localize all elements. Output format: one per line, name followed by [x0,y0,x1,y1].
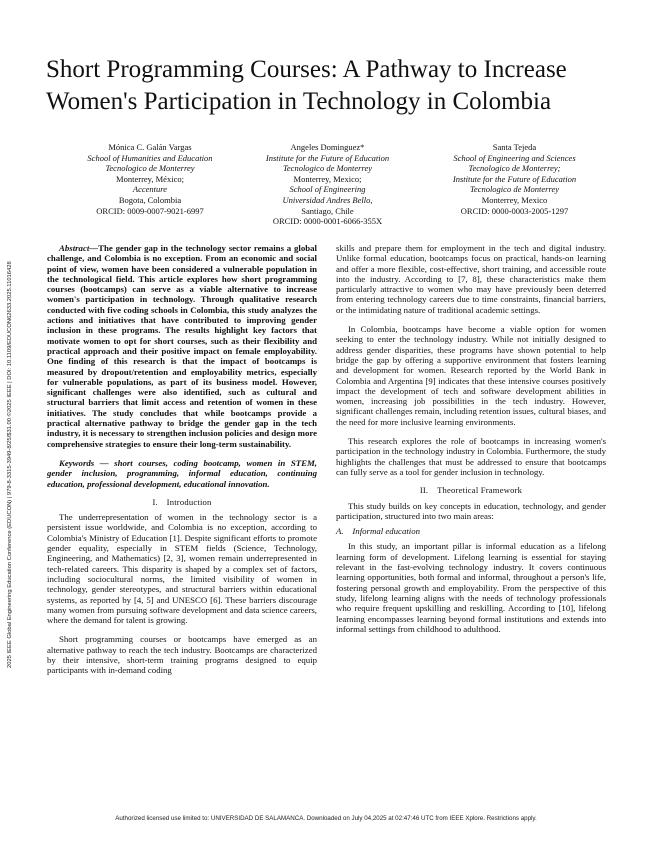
keywords-text: short courses, coding bootcamp, women in STEM, gender inclusion, programming, informal education, continuing education, professional development, educational innovation. [47,457,318,489]
author-affiliation: Accenture [132,184,168,195]
abstract-text: The gender gap in the technology sector remains a global challenge, and Colombia is no exception. From an economic and social point of view, women have been considered a vulnerable population in the technological field. This article explores how short programming courses (bootcamps) can serve as a viable alternative to increase women's participation in technology. Through qualitative research conducted with five coding schools in Colombia, this study analyzes the actions and initiatives that have contributed to improving gender inclusion in these programs. The results highlight key factors that motivate women to opt for short courses, such as their flexibility and practical approach and their positive impact on female employability. One finding of this research is that the impact of bootcamps is measured by dropout/retention and employability metrics, especially for vulnerable populations, as part of its business model. However, significant challenges were also identified, such as cultural and structural barriers that limit access and retention of women in these initiatives. The study concludes that while bootcamps provide a practical alternative pathway to bridge the gender gap in the tech industry, it is necessary to strengthen inclusion policies and design more comprehensive strategies to ensure their long-term sustainability. [47,243,317,449]
right-paragraph-1: skills and prepare them for employment in the tech and digital industry. Unlike formal education, bootcamps focus on practical, hands-on learning and offer a more flexible, cost-effective, short training, and accessible route into the industry. According to [7, 8], these characteristics make them particularly attractive to women who may have previously been deterred from entering technology careers due to time constraints, financial barriers, or the intimidating nature of traditional academic settings. [336,243,606,315]
left-column [47,243,317,676]
author-affiliation: Tecnologico de Monterrey; [468,163,561,174]
author-affiliation: School of Engineering and Sciences [453,152,576,163]
author-block-3 [432,142,597,216]
subsection-heading-informal-education: A. Informal education [336,526,421,537]
right-column [336,243,606,634]
license-footer: Authorized licensed use limited to: UNIVERSIDAD DE SALAMANCA. Downloaded on July 04,2025 at 02:47:46 UTC from IEEE Xplore. Restrictions apply. [115,815,537,822]
abstract [47,243,317,449]
keywords [47,458,317,489]
section-heading-theoretical-framework: II. Theoretical Framework [419,485,523,496]
theory-paragraph-2: In this study, an important pillar is informal education as a lifelong learning form of development. Lifelong learning is essential for staying relevant in the fast-evolving technology industry. It covers continuous learning opportunities, both formal and informal, throughout a person's life, fostering personal growth and employability. From the perspective of this study, lifelong learning aligns with the needs of technology professionals who require frequent upskilling and reskilling. According to [10], lifelong learning encompasses learning beyond formal institutions and extends into informal settings from childhood to adulthood. [336,541,606,634]
paper-title: Short Programming Courses: A Pathway to Increase Women's Participation in Technology in Colombia [46,56,567,115]
author-orcid: ORCID: 0009-0007-9021-6997 [96,205,204,216]
author-affiliation: Tecnologico de Monterrey [469,184,560,195]
side-copyright-notice: 2025 IEEE Global Engineering Education Conference (EDUCON) | 979-8-3315-3949-8/25/$31.00 ©2025 IEEE | DOI: 10.1109/EDUCON62633.2025.11016428 [7,261,13,668]
section-heading-introduction: I. Introduction [152,496,212,507]
author-affiliation: Institute for the Future of Education [452,173,577,184]
author-block-2 [245,142,410,227]
author-affiliation: Institute for the Future of Education [265,152,390,163]
author-affiliation: Tecnologico de Monterrey [105,163,195,174]
theory-paragraph-1: This study builds on key concepts in education, technology, and gender participation, structured into two main areas: [336,500,606,521]
author-location: Santiago, Chile [301,205,354,216]
author-block-1 [70,142,230,216]
author-affiliation: School of Engineering [289,184,366,195]
author-orcid: ORCID: 0000-0001-6066-355X [272,216,383,227]
author-affiliation: Universidad Andres Bello, [282,194,373,205]
right-paragraph-2: In Colombia, bootcamps have become a viable option for women seeking to enter the technology industry. While not initially designed to address gender disparities, these programs have shown potential to help bridge the gap by offering a supportive environment that fosters learning and development for women. Research reported by the World Bank in Colombia and Argentina [9] indicates that these intensive courses positively impact the development of tech and software development abilities in women, increasing job possibilities in the tech industry. However, significant challenges remain, including retention issues, cultural biases, and the need for more inclusive learning environments. [336,324,606,427]
author-location: Monterrey, México; [116,173,184,184]
author-orcid: ORCID: 0000-0003-2005-1297 [460,205,569,216]
keywords-label: Keywords — [59,457,115,468]
author-affiliation: School of Humanities and Education [87,152,213,163]
author-name: Santa Tejeda [492,142,537,152]
intro-paragraph-2: Short programming courses or bootcamps have emerged as an alternative pathway to reach the tech industry. Bootcamps are characterized by their intensive, short-term training programs designed to equip participants with in-demand coding [47,634,317,676]
abstract-label: Abstract— [59,243,99,253]
author-location: Monterrey, Mexico [481,194,548,205]
author-affiliation: Tecnologico de Monterrey [282,163,373,174]
author-name: Mónica C. Galán Vargas [108,142,192,152]
intro-paragraph-1: The underrepresentation of women in the technology sector is a persistent issue worldwide, and Colombia is no exception, according to Colombia's Ministry of Education [1]. Despite significant efforts to promote gender equality, especially in STEM fields (Science, Technology, Engineering, and Mathematics) [2, 3], women remain underrepresented in tech-related careers. This disparity is shaped by a complex set of factors, including sociocultural norms, the limited visibility of women in technology, gender stereotypes, and structural barriers within educational systems, as reported by [4, 5] and UNESCO [6]. These barriers discourage many women from pursuing software development and data science careers, where the demand for talent is growing. [47,512,317,626]
author-name: Angeles Dominguez* [290,142,365,152]
author-location: Bogota, Colombia [118,194,182,205]
right-paragraph-3: This research explores the role of bootcamps in increasing women's participation in the technology industry in Colombia. Furthermore, the study highlights the challenges that must be addressed to ensure that bootcamps can fully serve as a tool for gender inclusion in technology. [336,436,606,477]
author-location: Monterrey, Mexico; [293,173,362,184]
